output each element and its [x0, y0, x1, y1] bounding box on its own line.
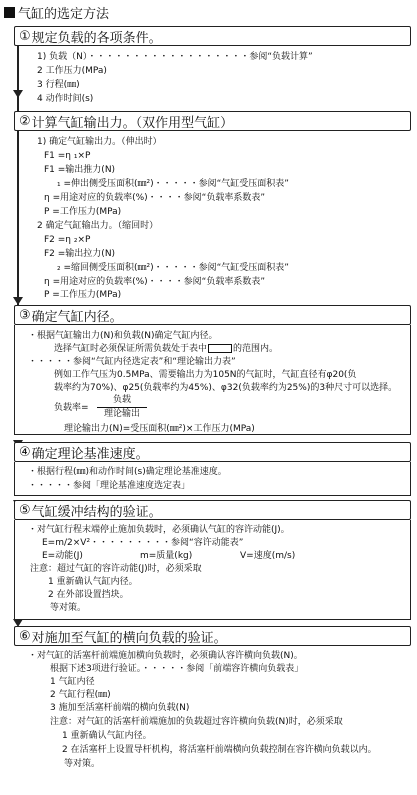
text-line: 等对策。	[64, 759, 101, 769]
text-line: η =用途对应的负载率(%)・・・・参阅“负载率系数表”	[44, 277, 266, 287]
text-line: ・对气缸行程末端停止施加负载时，必须确认气缸的容许动能(J)。	[28, 525, 290, 535]
text-line: P =工作压力(MPa)	[44, 290, 122, 300]
text-line: 2 在外部设置挡块。	[48, 590, 129, 600]
step-5-header	[14, 500, 411, 520]
text-line: 选择气缸时必须保证所需负载处于表中 的范围内。	[54, 344, 279, 354]
step-4-header	[14, 442, 411, 462]
step-6-header	[14, 626, 411, 646]
text-line: η =用途对应的负载率(%)・・・・参阅“负载率系数表”	[44, 193, 266, 203]
text-line: m=质量(kg)	[140, 551, 193, 561]
step-label: 计算气缸输出力。（双作用型气缸）	[31, 115, 234, 131]
denominator: 理论输出	[103, 409, 140, 419]
step-label: 气缸缓冲结构的验证。	[31, 504, 162, 520]
text-line: F1 =输出推力(N)	[44, 165, 116, 175]
text-line: 3 行程(㎜)	[37, 80, 80, 90]
text-line: ・根据行程(㎜)和动作时间(s)确定理论基准速度。	[28, 467, 227, 477]
step-label: 确定气缸内径。	[31, 309, 123, 325]
arrow-down-icon	[13, 297, 23, 305]
text-line: 2 气缸行程(㎜)	[50, 690, 111, 700]
note-line: 注意：超过气缸的容许动能(J)时，必须采取	[30, 564, 202, 574]
arrow-down-icon	[13, 90, 23, 98]
formula-line: 理论输出力(N)=受压面积(㎜²)×工作压力(MPa)	[64, 424, 255, 434]
text-line: 1 重新确认气缸内径。	[62, 731, 152, 741]
text-line: ・・・・・参阅“气缸内径选定表”和“理论输出力表”	[28, 357, 236, 367]
step-label: 对施加至气缸的横向负载的验证。	[31, 630, 227, 646]
text-line: ・根据气缸输出力(N)和负载(N)确定气缸内径。	[28, 331, 218, 341]
text-line: 2 确定气缸输出力。（缩回时）	[37, 221, 159, 231]
text-line: 1) 负载（N）・・・・・・・・・・・・・・・・・・参阅“负载计算”	[37, 52, 313, 62]
black-square-icon	[4, 7, 15, 18]
formula-line: E=m/2×V²・・・・・・・・・参阅“容许动能表”	[42, 538, 244, 548]
numerator: 负载	[112, 395, 131, 405]
text-line: 载率约为70%)、φ25(负载率约为45%)、φ32(负载率约为25%)的3种尺寸可以选择。	[54, 383, 398, 393]
text-line: ₂ =缩回侧受压面积(㎜²)・・・・・参阅“气缸受压面积表”	[57, 263, 289, 273]
text-line: P =工作压力(MPa)	[44, 207, 122, 217]
text-line: 4 动作时间(s)	[37, 94, 94, 104]
step-number: ②	[19, 113, 31, 129]
text-line: 2 在活塞杆上设置导杆机构，将活塞杆前端横向负载控制在容许横向负载以内。	[62, 745, 377, 755]
text-line: 1) 确定气缸输出力。（伸出时）	[37, 137, 162, 147]
step-number: ⑥	[19, 628, 31, 644]
step-number: ⑤	[19, 502, 31, 518]
text-line: F2 =输出拉力(N)	[44, 249, 116, 259]
note-line: 注意：对气缸的活塞杆前端施加的负载超过容许横向负载(N)时，必须采取	[50, 717, 343, 727]
fraction	[97, 395, 147, 420]
step-label: 规定负载的各项条件。	[31, 30, 162, 46]
text-line: 负载率=	[54, 403, 89, 413]
text-line: 1 重新确认气缸内径。	[48, 577, 138, 587]
step-3-header	[14, 305, 411, 325]
step-1-header	[14, 26, 411, 46]
table-region-marker	[208, 344, 232, 353]
text-line: ・・・・・参阅「理论基准速度选定表」	[28, 481, 191, 491]
step-label: 确定理论基准速度。	[31, 446, 149, 462]
text-line: V=速度(m/s)	[240, 551, 296, 561]
text-line: 根据下述3项进行验证。・・・・・参阅「前端容许横向负载表」	[50, 664, 304, 674]
text-line: 例如工作气压为0.5MPa、需要输出力为105N的气缸时，气缸直径有φ20(负	[54, 370, 357, 380]
step-number: ③	[19, 307, 31, 323]
formula-line: F2 =η ₂×P	[44, 235, 91, 245]
step-number: ①	[19, 28, 31, 44]
formula-line: F1 =η ₁×P	[44, 151, 91, 161]
text-line: ₁ =伸出侧受压面积(㎜²)・・・・・参阅“气缸受压面积表”	[57, 179, 289, 189]
text-line: 2 工作压力(MPa)	[37, 66, 107, 76]
text-line: 1 气缸内径	[50, 677, 95, 687]
step-number: ④	[19, 444, 31, 460]
text-line: E=动能(J)	[42, 551, 83, 561]
text-line: 等对策。	[50, 603, 87, 613]
page-title-text: 气缸的选定方法	[18, 6, 110, 22]
step-2-header	[14, 111, 411, 131]
page-title	[4, 3, 109, 21]
text-line: 3 施加至活塞杆前端的横向负载(N)	[50, 703, 190, 713]
text-line: ・对气缸的活塞杆前端施加横向负载时，必须确认容许横向负载(N)。	[28, 651, 303, 661]
